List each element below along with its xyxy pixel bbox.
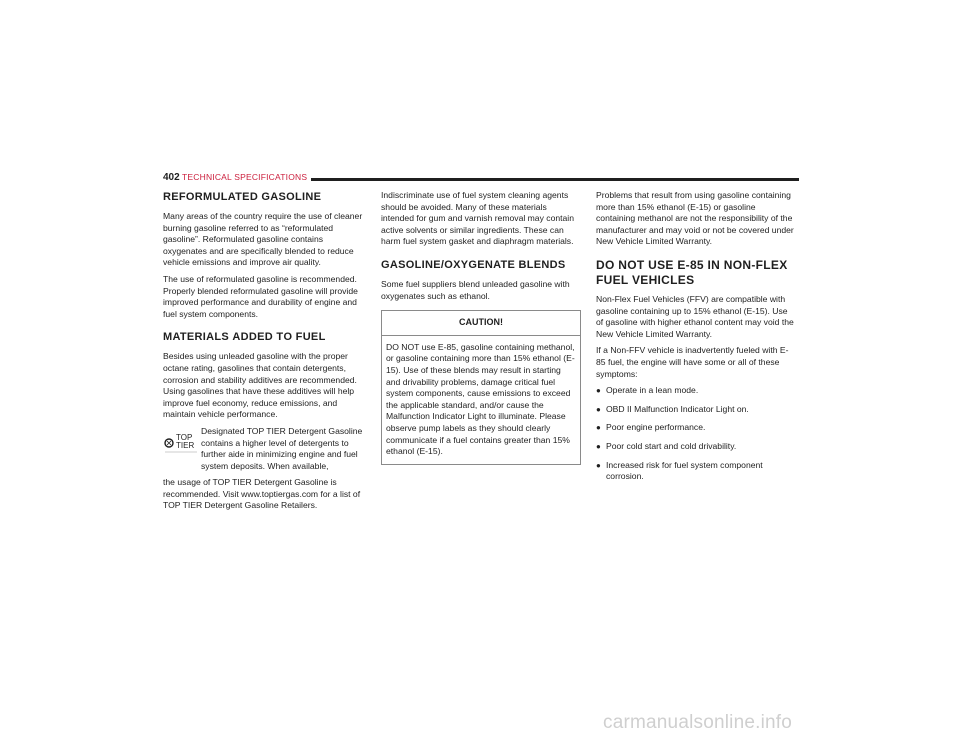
column-1: [163, 190, 363, 517]
list-item: ● Poor cold start and cold drivability.: [596, 440, 737, 451]
section-title: TECHNICAL SPECIFICATIONS: [182, 172, 308, 182]
logo-tier-text: TIER: [176, 440, 195, 450]
column-3: [596, 190, 796, 490]
oxygenate-paragraph: Some fuel suppliers blend unleaded gasoline with oxygenates such as ethanol.: [381, 278, 570, 301]
list-item: ● Increased risk for fuel system component corrosion.: [596, 459, 763, 482]
caution-body: DO NOT use E-85, gasoline containing methanol, or gasoline containing more than 15% ethanol (E-15). Use of these blends may result in starting and drivability problems, damage critical fuel system components, cause emissions to exceed the applicable standard, and/or cause the Malfunction Indicator Light to illuminate. Please observe pump labels as they should clearly communicate if a fuel contains greater than 15% ethanol (E-15).: [386, 341, 575, 457]
header-rule: [311, 178, 799, 181]
cleaning-agents-paragraph: Indiscriminate use of fuel system cleaning agents should be avoided. Many of these materials intended for gum and varnish removal may contain active solvents or similar ingredients. These can harm fuel system gasket and diaphragm materials.: [381, 190, 574, 247]
non-ffv-symptoms-paragraph: If a Non-FFV vehicle is inadvertently fueled with E-85 fuel, the engine will have some or all of these symptoms:: [596, 345, 789, 379]
bullet-icon: ●: [596, 423, 601, 433]
page-header: [163, 170, 799, 188]
bullet-icon: ●: [596, 441, 601, 451]
caution-box: [381, 310, 581, 465]
list-item: ● Operate in a lean mode.: [596, 385, 699, 396]
logo-top-text: TOP: [176, 432, 193, 442]
watermark-text: carmanualsonline.info: [603, 712, 793, 733]
top-tier-block: [163, 426, 363, 512]
materials-paragraph: Besides using unleaded gasoline with the proper octane rating, gasolines that contain detergents, corrosion and stability additives are recommended. Using gasolines that have these additives will help improve fuel economy, reduce emissions, and maintain vehicle performance.: [163, 351, 357, 420]
bullet-icon: ●: [596, 460, 601, 470]
list-item: ● Poor engine performance.: [596, 422, 706, 433]
bullet-icon: ●: [596, 404, 601, 414]
heading-reformulated-gasoline: REFORMULATED GASOLINE: [163, 191, 322, 203]
top-tier-logo-icon: [163, 430, 199, 456]
list-item: ● OBD II Malfunction Indicator Light on.: [596, 403, 749, 414]
non-ffv-compatible-paragraph: Non-Flex Fuel Vehicles (FFV) are compatible with gasoline containing up to 15% ethanol (E-15). Use of gasoline with higher ethanol content may void the New Vehicle Limited Warranty.: [596, 293, 794, 339]
heading-do-not-use-e85: DO NOT USE E-85 IN NON-FLEX FUEL VEHICLES: [596, 257, 788, 287]
symptom-list: [596, 385, 796, 483]
column-2: [381, 190, 581, 465]
reformulated-paragraph-1: Many areas of the country require the use of cleaner burning gasoline referred to as “reformulated gasoline”. Reformulated gasoline contains oxygenates and are specifically blended to reduce vehicle emissions and improve air quality.: [163, 211, 363, 268]
reformulated-paragraph-2: The use of reformulated gasoline is recommended. Properly blended reformulated gasoline will provide improved performance and durability of engine and fuel system components.: [163, 273, 358, 319]
top-tier-paragraph: Designated TOP TIER Detergent Gasoline contains a higher level of detergents to further aide in minimizing engine and fuel system deposits. When available,: [201, 425, 363, 471]
problems-paragraph: Problems that result from using gasoline containing more than 15% ethanol (E-15) or gasoline containing methanol are not the responsibility of the manufacturer and may void or not be covered under New Vehicle Limited Warranty.: [596, 190, 794, 247]
page-number: 402: [163, 172, 180, 183]
heading-oxygenate-blends: GASOLINE/OXYGENATE BLENDS: [381, 258, 566, 271]
heading-materials-added: MATERIALS ADDED TO FUEL: [163, 331, 326, 344]
caution-title: CAUTION!: [382, 311, 580, 336]
top-tier-paragraph-continued: the usage of TOP TIER Detergent Gasoline is recommended. Visit www.toptiergas.com for a list of TOP TIER Detergent Gasoline Retailers.: [163, 477, 361, 511]
bullet-icon: ●: [596, 386, 601, 396]
